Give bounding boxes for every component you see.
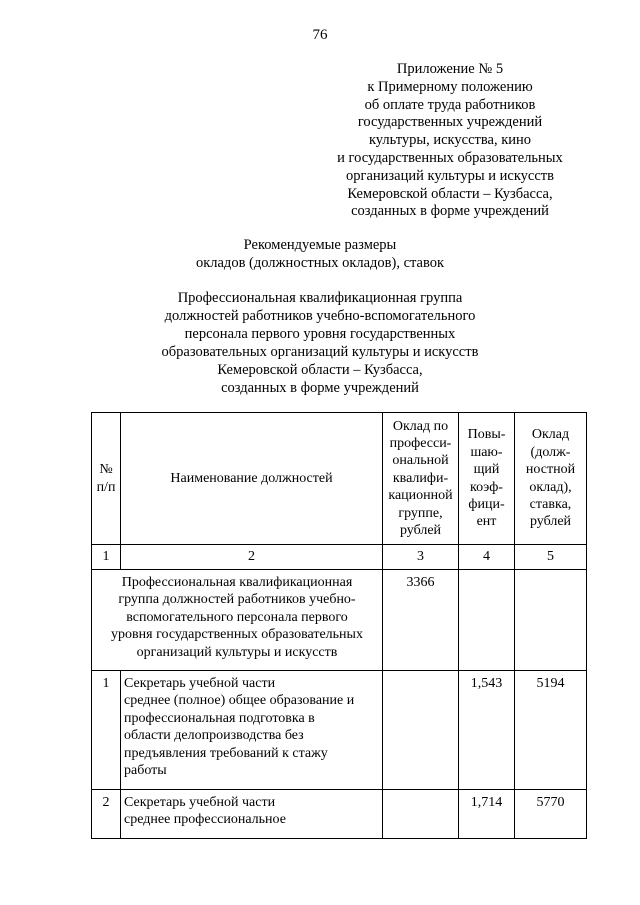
appendix-line: об оплате труда работников [364,96,536,113]
table-row [92,671,587,790]
column-number: 1 [92,545,121,570]
group-name-line: Профессиональная квалификационная [121,575,353,590]
header-line: кационной [388,488,453,504]
header-line: щий [473,462,500,478]
header-base-salary [383,413,459,545]
page-number: 76 [312,27,328,43]
header-line: (долж- [530,444,571,460]
empty-cell [383,790,459,839]
title-line: окладов (должностных окладов), ставок [195,255,445,271]
group-name-line: организаций культуры и искусств [136,644,338,660]
position-line: среднее профессиональное [124,812,286,828]
salary-value: 5770 [515,790,587,839]
group-title-line: должностей работников учебно-вспомогательного [164,308,476,324]
group-name-line: уровня государственных образовательных [111,627,363,643]
position-description [121,671,383,790]
appendix-header [300,61,600,221]
group-name [92,570,383,671]
header-num [92,413,121,545]
document-title [0,236,640,272]
appendix-line: государственных учреждений [357,114,543,131]
appendix-line: культуры, искусства, кино [368,132,532,149]
header-line: професси- [389,435,452,451]
position-line: профессиональная подготовка в [124,710,315,726]
column-number: 4 [459,545,515,570]
position-line: Секретарь учебной части [124,795,276,810]
header-num-line: № [99,462,113,478]
position-line: работы [124,763,167,779]
empty-cell [459,570,515,671]
header-line: ностной [525,462,576,478]
appendix-line: Кемеровской области – Кузбасса, [347,185,553,202]
header-line: ональной [392,453,449,469]
appendix-line: к Примерному положению [367,78,533,95]
group-title-line: Кемеровской области – Кузбасса, [217,362,423,378]
header-line: рублей [399,523,442,539]
header-line: ент [476,514,497,530]
table-row [92,790,587,839]
header-coefficient [459,413,515,545]
position-line: области делопроизводства без [124,728,304,744]
row-number: 1 [92,671,121,790]
group-title [0,289,640,397]
header-name [121,413,383,545]
title-line: Рекомендуемые размеры [243,237,397,253]
header-salary [515,413,587,545]
column-number: 3 [383,545,459,570]
header-line: оклад), [529,479,572,495]
position-line: Секретарь учебной части [124,676,276,691]
header-line: Оклад [531,427,570,443]
appendix-line: организаций культуры и искусств [346,167,554,184]
position-line: среднее (полное) общее образование и [124,693,355,709]
header-line: шаю- [470,444,503,460]
header-num-line: п/п [96,479,116,495]
group-title-line: персонала первого уровня государственных [184,326,456,342]
appendix-line: созданных в форме учреждений [351,203,549,220]
header-line: ставка, [529,496,572,512]
coefficient-value: 1,543 [459,671,515,790]
header-line: Повы- [467,427,506,443]
group-title-line: Профессиональная квалификационная группа [177,290,463,306]
empty-cell [383,671,459,790]
group-name-line: вспомогательного персонала первого [126,609,348,625]
header-line: коэф- [470,479,503,495]
position-description [121,790,383,839]
position-line: предъявления требований к стажу [124,745,328,761]
column-numbers-row [92,545,587,570]
header-line: квалифи- [392,470,449,486]
group-name-line: группа должностей работников учебно- [118,592,356,608]
coefficient-value: 1,714 [459,790,515,839]
table-header-row [92,413,587,545]
appendix-line: Приложение № 5 [396,61,504,77]
header-line: рублей [529,514,572,530]
salary-table [91,412,587,839]
salary-value: 5194 [515,671,587,790]
appendix-line: и государственных образовательных [337,149,563,166]
header-line: фици- [468,496,505,512]
group-title-line: образовательных организаций культуры и искусств [161,344,479,360]
column-number: 5 [515,545,587,570]
group-row [92,570,587,671]
group-title-line: созданных в форме учреждений [221,380,419,396]
header-name-text: Наименование должностей [170,470,333,486]
group-base-salary: 3366 [383,570,459,671]
header-line: Оклад по [392,418,449,434]
header-line: группе, [398,505,443,521]
empty-cell [515,570,587,671]
row-number: 2 [92,790,121,839]
column-number: 2 [121,545,383,570]
